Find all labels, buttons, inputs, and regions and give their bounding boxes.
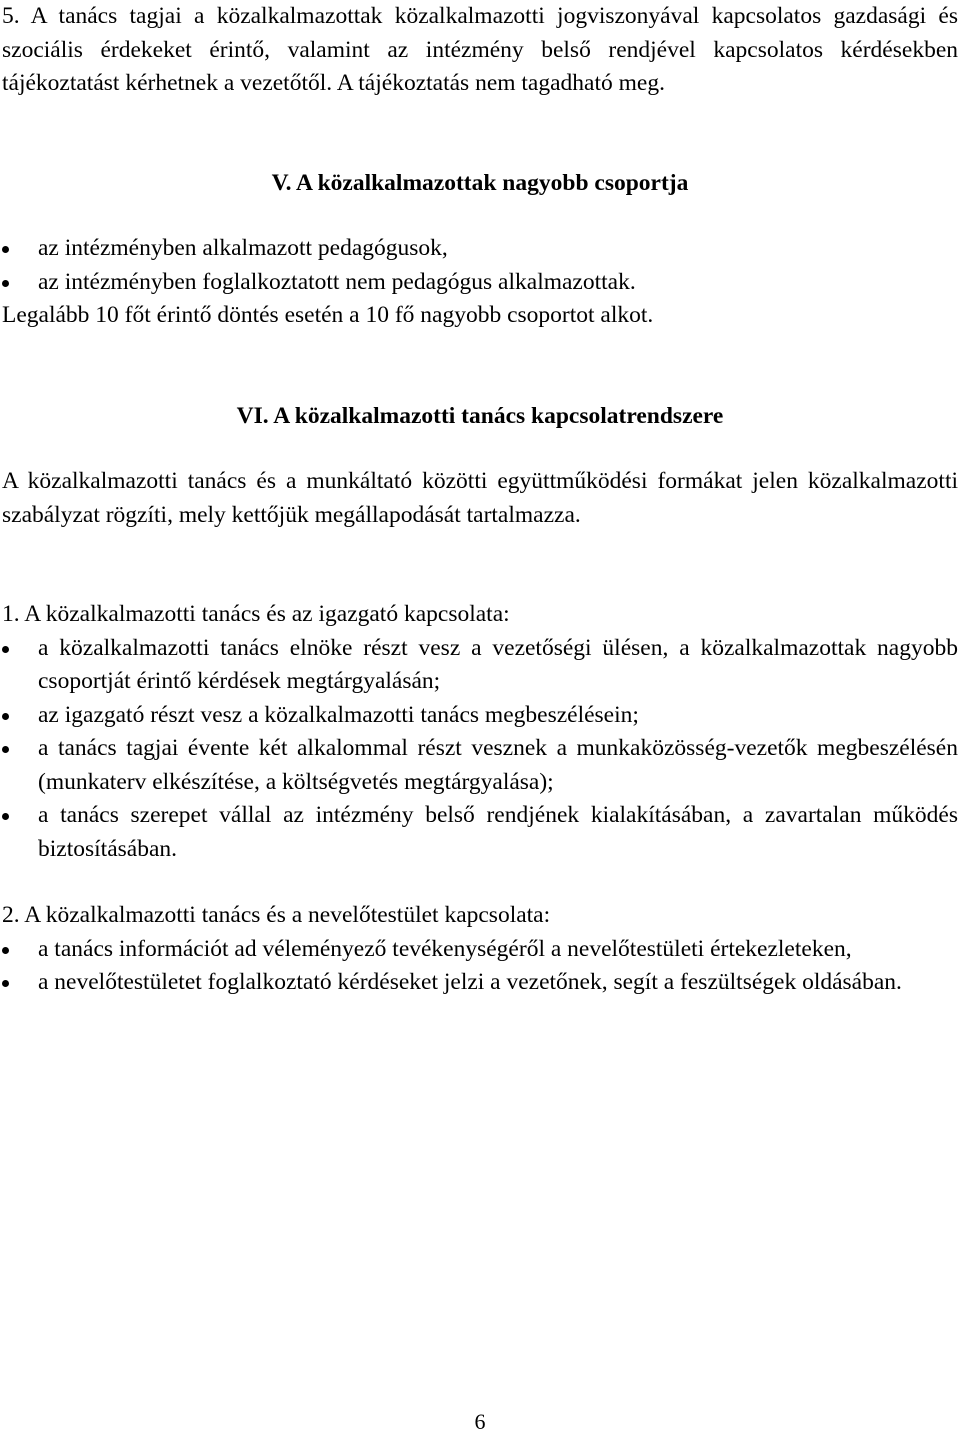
list-item: a nevelőtestületet foglalkoztató kérdéseket jelzi a vezetőnek, segít a feszültségek oldásában. — [2, 966, 958, 1000]
list-item: a tanács információt ad véleményező tevékenységéről a nevelőtestületi értekezleteken, — [2, 933, 958, 967]
bullet-icon — [2, 947, 9, 954]
list-item: a tanács tagjai évente két alkalommal részt vesznek a munkaközösség-vezetők megbeszélésén (munkaterv elkészítése, a költségvetés megtárgyalása); — [2, 732, 958, 799]
list-item: az intézményben alkalmazott pedagógusok, — [2, 232, 958, 266]
subsection-1-title: 1. A közalkalmazotti tanács és az igazgató kapcsolata: — [2, 601, 510, 627]
section-heading-v: V. A közalkalmazottak nagyobb csoportja — [271, 169, 689, 196]
section-vi-intro: A közalkalmazotti tanács és a munkáltató közötti együttműködési formákat jelen közalkalmazotti szabályzat rögzíti, mely kettőjük megállapodását tartalmazza. — [2, 468, 958, 528]
section-heading-vi: VI. A közalkalmazotti tanács kapcsolatrendszere — [236, 402, 724, 429]
bullet-icon — [2, 646, 9, 653]
bullet-icon — [2, 746, 9, 753]
bullet-icon — [2, 980, 9, 987]
paragraph-5: 5. A tanács tagjai a közalkalmazottak közalkalmazotti jogviszonyával kapcsolatos gazdasági és szociális érdekeket érintő, valamint az intézmény belső rendjével kapcsolatos kérdésekben tájékoztatást kérhetnek a vezetőtől. A tájékoztatás nem tagadható meg. — [2, 3, 958, 96]
subsection-1-list — [2, 632, 958, 867]
list-item: az intézményben foglalkoztatott nem pedagógus alkalmazottak. — [2, 266, 958, 300]
subsection-2-list — [2, 933, 958, 1000]
section-v-note: Legalább 10 főt érintő döntés esetén a 10 fő nagyobb csoportot alkot. — [2, 302, 654, 328]
list-item: a tanács szerepet vállal az intézmény belső rendjének kialakításában, a zavartalan működés biztosításában. — [2, 799, 958, 866]
subsection-2-title: 2. A közalkalmazotti tanács és a nevelőtestület kapcsolata: — [2, 902, 551, 928]
document-page — [2, 0, 958, 1432]
bullet-icon — [2, 713, 9, 720]
bullet-icon — [2, 246, 9, 253]
list-item: a közalkalmazotti tanács elnöke részt vesz a vezetőségi ülésen, a közalkalmazottak nagyobb csoportját érintő kérdések megtárgyalásán; — [2, 632, 958, 699]
bullet-icon — [2, 813, 9, 820]
section-v-list — [2, 232, 958, 299]
bullet-icon — [2, 280, 9, 287]
list-item: az igazgató részt vesz a közalkalmazotti tanács megbeszélésein; — [2, 699, 958, 733]
page-number: 6 — [474, 1409, 486, 1434]
